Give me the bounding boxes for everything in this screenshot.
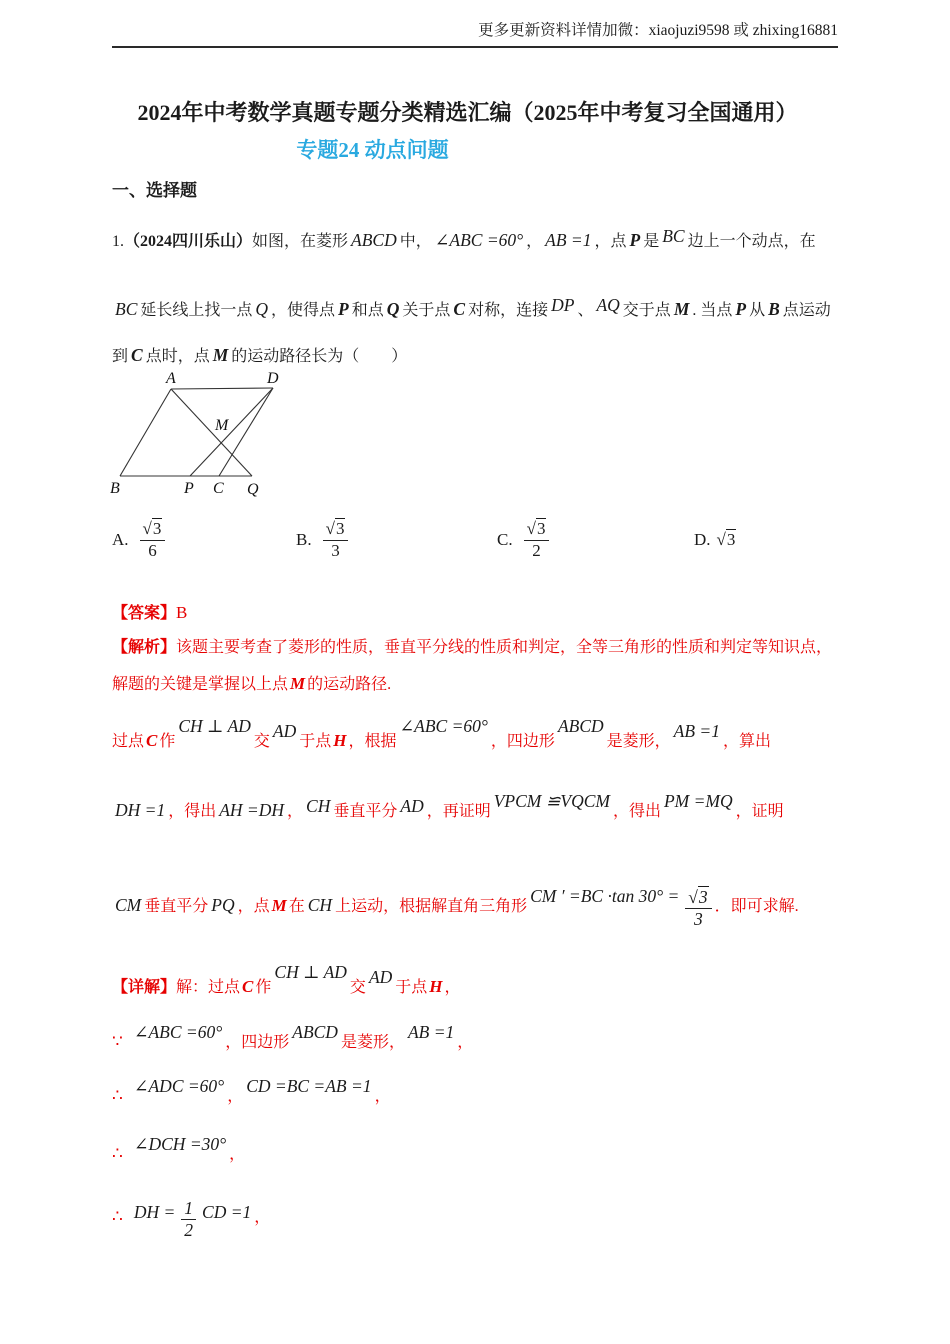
figure-label-m: M: [215, 417, 229, 434]
option-b: [296, 512, 353, 568]
figure-label-c: C: [213, 480, 224, 497]
topic-subtitle: 专题24 动点问题: [296, 138, 449, 162]
deduction-line-4: ∴ DH = $\frac{1}{2}$ CD =1 ，: [112, 1197, 271, 1240]
option-d-value: √3: [716, 530, 736, 549]
header-divider: [112, 46, 838, 48]
segment-AQ: [171, 389, 252, 476]
problem-line-1: 1.（2024四川乐山）如图，在菱形 ABCD 中， ∠ABC =60° ， AB =1 ，点 P 是 BC 边上一个动点，在: [112, 226, 816, 250]
detail-solution-line: 【详解】解：过点 C 作CH ⊥ AD交AD于点 H ，: [112, 962, 461, 996]
section-heading: 一、选择题: [112, 181, 197, 200]
option-a: [112, 512, 170, 568]
option-c-label: C.: [497, 530, 513, 549]
deduction-line-1: ∵ ∠ABC =60°，四边形ABCD是菱形，AB =1，: [112, 1022, 474, 1051]
analysis-line-3: 过点 C 作CH ⊥ AD交AD于点 H ，根据∠ABC =60°，四边形ABCD是菱形，AB =1，算出: [112, 716, 771, 750]
option-c-value: $\frac{√3}{2}$: [519, 520, 555, 560]
figure-label-q: Q: [247, 481, 259, 498]
segment-DP: [190, 388, 273, 476]
deduction-line-2: ∴ ∠ADC =60°，CD =BC =AB =1，: [112, 1076, 391, 1105]
edge-AB: [120, 389, 171, 476]
analysis-line-4: DH =1 ，得出 AH =DH ， CH 垂直平分 AD ，再证明VPCM ≌VQCM，得出PM =MQ，证明: [115, 791, 784, 820]
rhombus-diagram: [100, 370, 290, 502]
option-a-label: A.: [112, 530, 129, 549]
option-d-label: D.: [694, 530, 711, 549]
analysis-line-5: CM 垂直平分 PQ ，点 M 在 CH 上运动，根据解直角三角形CM ′ =BC ·tan 30° = $\frac{√3}{3}$ ．即可求解.: [115, 886, 799, 929]
option-d: [694, 512, 736, 568]
option-b-label: B.: [296, 530, 312, 549]
analysis-line-2: 解题的关键是掌握以上点 M 的运动路径.: [112, 674, 392, 693]
option-a-value: $\frac{√3}{6}$: [135, 520, 171, 560]
figure-label-d: D: [267, 370, 279, 387]
problem-line-3: 到 C 点时，点 M 的运动路径长为（ ）: [112, 345, 408, 365]
deduction-line-3: ∴ ∠DCH =30°，: [112, 1134, 246, 1163]
figure-label-p: P: [184, 480, 194, 497]
header-contact-note: 更多更新资料详情加微：xiaojuzi9598 或 zhixing16881: [478, 22, 838, 39]
problem-line-2: BC 延长线上找一点 Q ，使得点 P 和点 Q 关于点 C 对称，连接 DP 、 AQ 交于点 M . 当点 P 从 B 点运动: [115, 295, 831, 319]
option-b-value: $\frac{√3}{3}$: [318, 520, 354, 560]
option-c: [497, 512, 554, 568]
geometry-figure: [100, 370, 290, 502]
edge-AD: [171, 388, 273, 389]
figure-label-b: B: [110, 480, 120, 497]
analysis-line-1: 【解析】该题主要考查了菱形的性质，垂直平分线的性质和判定，全等三角形的性质和判定等知识点，: [112, 639, 833, 656]
figure-label-a: A: [166, 370, 176, 387]
page-title: 2024年中考数学真题专题分类精选汇编（2025年中考复习全国通用）: [137, 100, 798, 125]
answer-line: 【答案】B: [112, 603, 188, 622]
